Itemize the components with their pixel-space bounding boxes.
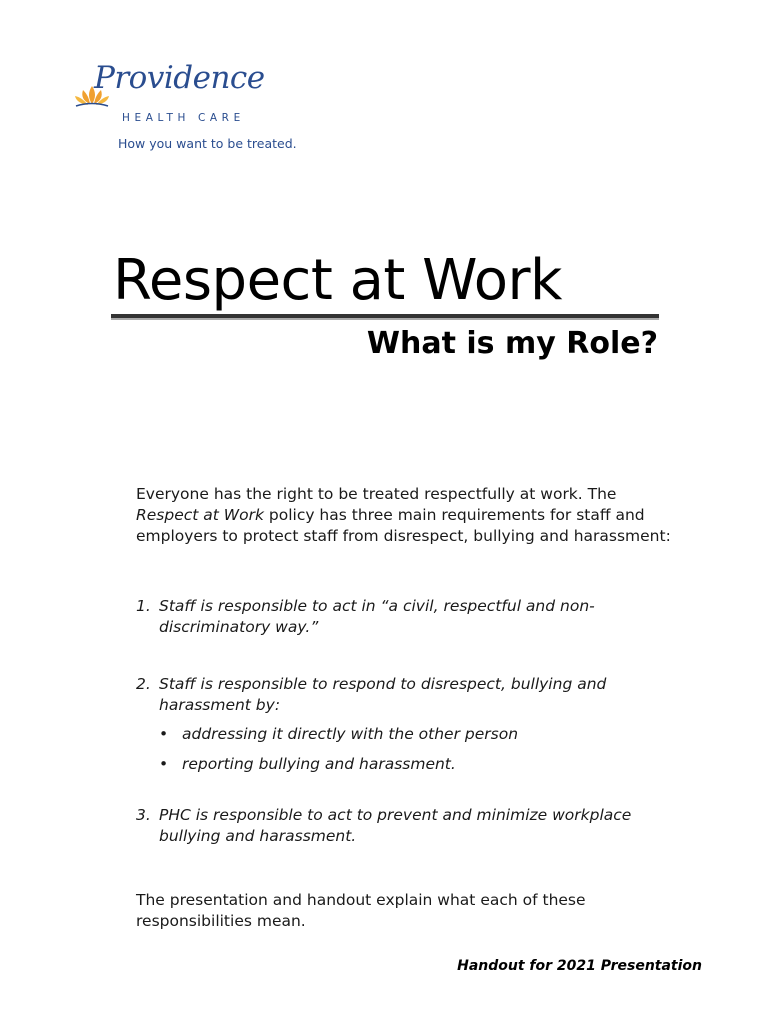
requirement-number: 3.: [136, 806, 151, 824]
providence-logo: [72, 58, 312, 158]
document-subtitle: What is my Role?: [366, 326, 658, 361]
footer-note: Handout for 2021 Presentation: [457, 958, 702, 974]
bullet-list: [159, 724, 666, 775]
logo-name: Providence: [94, 60, 265, 96]
requirement-number: 2.: [136, 675, 151, 693]
title-divider: [111, 314, 659, 320]
intro-text-end: policy has three main requirements for staff and employers to protect staff from disrespect, bullying and harassment:: [136, 506, 671, 545]
policy-name: Respect at Work: [136, 506, 264, 524]
requirement-1: [136, 596, 666, 638]
bullet-text: reporting bullying and harassment.: [182, 755, 456, 773]
requirement-text: Staff is responsible to respond to disrespect, bullying and harassment by:: [159, 675, 607, 714]
intro-text-start: Everyone has the right to be treated respectfully at work. The: [136, 485, 617, 503]
list-item: [136, 596, 666, 638]
bullet-icon: •: [159, 755, 169, 773]
bullet-text: addressing it directly with the other person: [182, 725, 519, 743]
list-item: [136, 805, 666, 847]
logo-subname: HEALTH CARE: [122, 112, 245, 124]
bullet-item: [159, 754, 666, 775]
intro-paragraph: [136, 484, 676, 547]
requirement-3: [136, 805, 666, 847]
requirement-number: 1.: [136, 597, 151, 615]
bullet-icon: •: [159, 725, 169, 743]
list-item: [136, 674, 666, 775]
requirement-text: Staff is responsible to act in “a civil, respectful and non-discriminatory way.”: [159, 597, 595, 636]
document-title: Respect at Work: [113, 248, 562, 313]
requirement-2: [136, 674, 666, 784]
bullet-item: [159, 724, 666, 745]
requirement-text: PHC is responsible to act to prevent and minimize workplace bullying and harassment.: [159, 806, 632, 845]
logo-tagline: How you want to be treated.: [118, 136, 297, 151]
closing-paragraph: The presentation and handout explain what each of these responsibilities mean.: [136, 891, 586, 930]
